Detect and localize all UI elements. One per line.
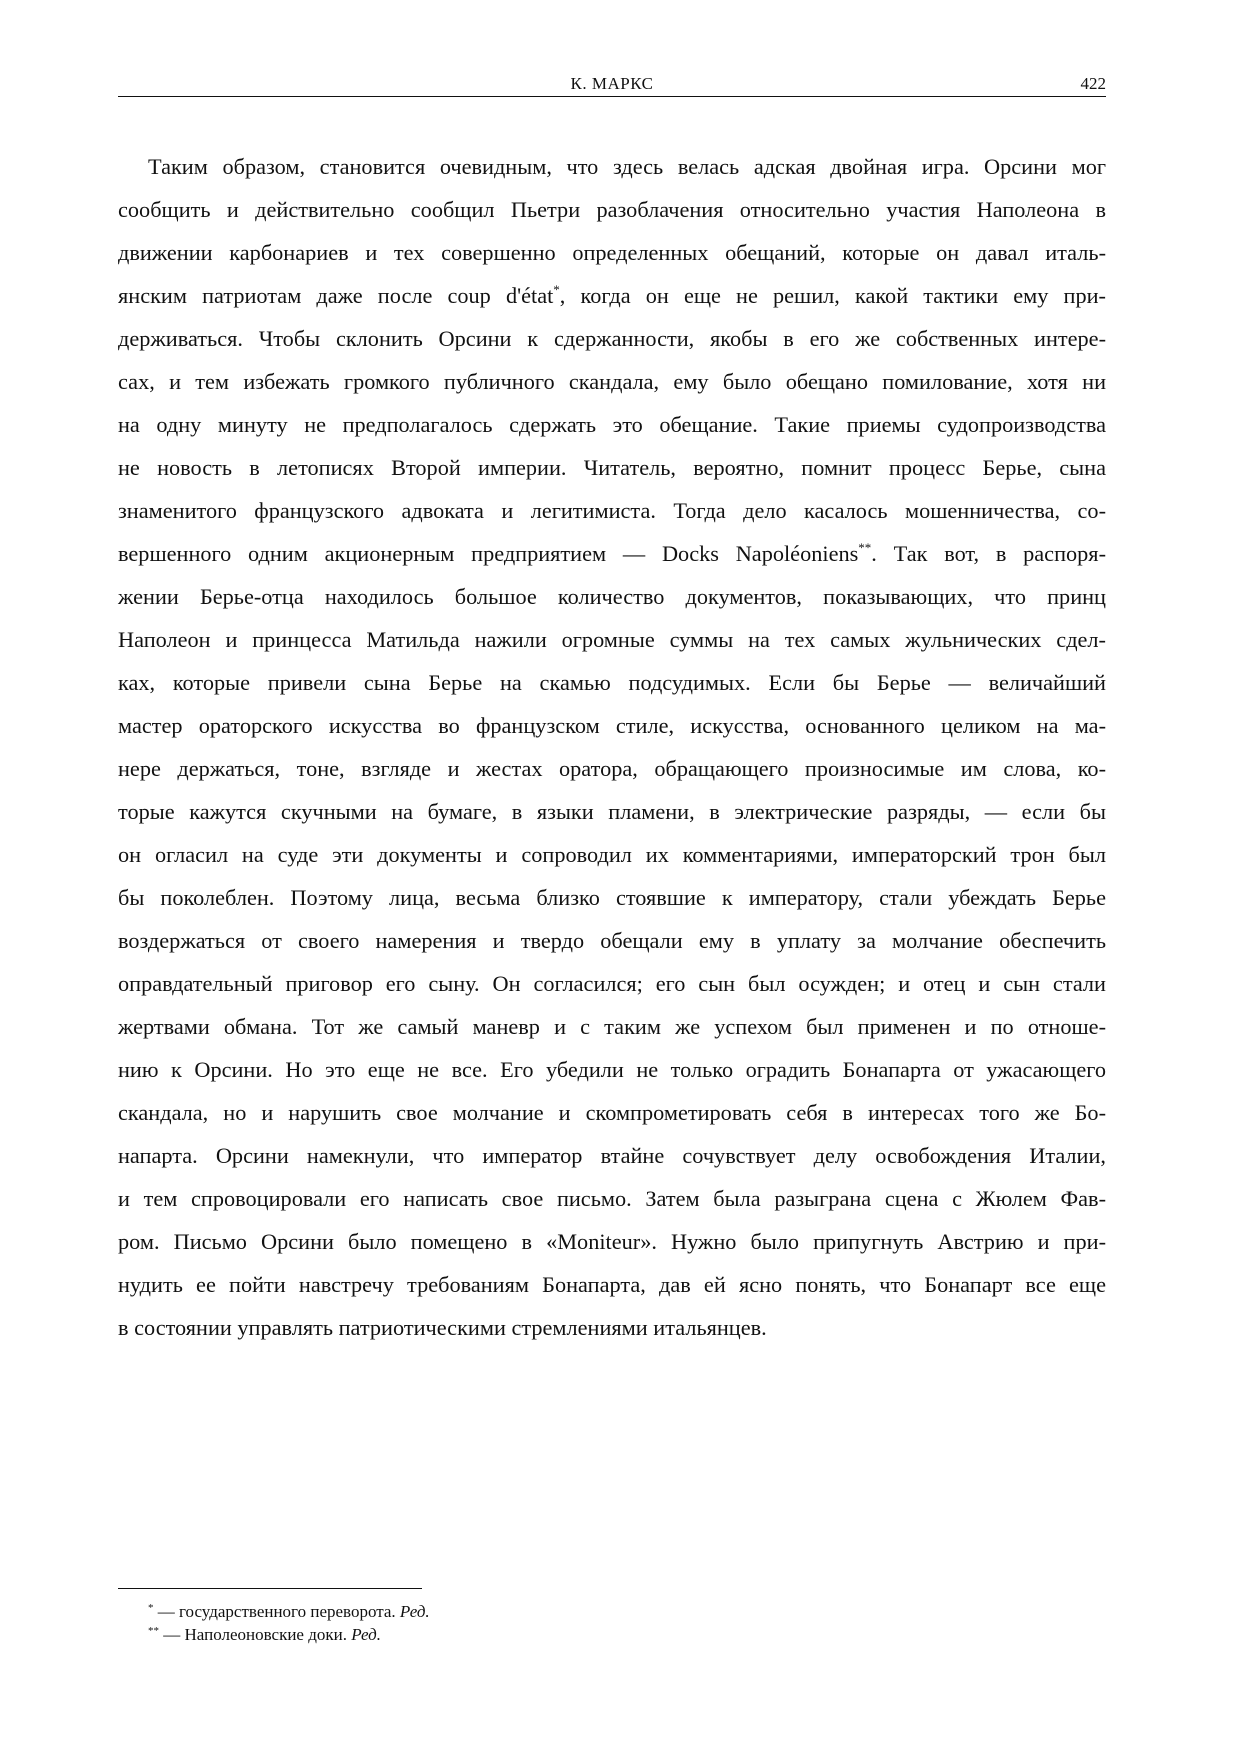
text-line (118, 274, 1106, 317)
text-line: мастер ораторского искусства во французском стиле, искусства, основанного целиком на ма- (118, 713, 1106, 738)
header-author: К. МАРКС (570, 74, 654, 93)
footnote (148, 1623, 430, 1646)
text-fragment: . Так вот, в распоря- (871, 541, 1106, 566)
main-text (118, 145, 1106, 1349)
footnote-marker: * (148, 1602, 154, 1614)
footnote (148, 1600, 430, 1623)
text-line: нию к Орсини. Но это еще не все. Его убедили не только оградить Бонапарта от ужасающего (118, 1057, 1106, 1082)
footnote-marker: ** (148, 1625, 159, 1637)
text-line: сообщить и действительно сообщил Пьетри разоблачения относительно участия Наполеона в (118, 197, 1106, 222)
text-line: ках, которые привели сына Берье на скамью подсудимых. Если бы Берье — величайший (118, 670, 1106, 695)
text-line: Наполеон и принцесса Матильда нажили огромные суммы на тех самых жульнических сдел- (118, 627, 1106, 652)
text-line: не новость в летописях Второй империи. Читатель, вероятно, помнит процесс Берье, сына (118, 455, 1106, 480)
footnote-editor: Ред. (351, 1625, 381, 1644)
text-line: держиваться. Чтобы склонить Орсини к сдержанности, якобы в его же собственных интере- (118, 326, 1106, 351)
text-line: знаменитого французского адвоката и легитимиста. Тогда дело касалось мошенничества, со- (118, 498, 1106, 523)
footnotes (148, 1600, 430, 1646)
running-header (118, 72, 1106, 97)
text-line: в состоянии управлять патриотическими стремлениями итальянцев. (118, 1315, 767, 1340)
text-line: Таким образом, становится очевидным, что здесь велась адская двойная игра. Орсини мог (148, 154, 1106, 179)
footnote-marker: * (553, 282, 560, 297)
footnote-text: — Наполеоновские доки. (159, 1625, 352, 1644)
text-fragment: вершенного одним акционерным предприятием — Docks Napoléoniens (118, 541, 859, 566)
text-line: напарта. Орсини намекнули, что император втайне сочувствует делу освобождения Италии, (118, 1143, 1106, 1168)
text-line: нудить ее пойти навстречу требованиям Бонапарта, дав ей ясно понять, что Бонапарт все еще (118, 1272, 1106, 1297)
text-line: и тем спровоцировали его написать свое письмо. Затем была разыграна сцена с Жюлем Фав- (118, 1186, 1106, 1211)
text-line: жении Берье-отца находилось большое количество документов, показывающих, что принц (118, 584, 1106, 609)
text-fragment: янским патриотам даже после coup d'état (118, 283, 554, 308)
text-line: торые кажутся скучными на бумаге, в языки пламени, в электрические разряды, — если бы (118, 799, 1106, 824)
text-line: он огласил на суде эти документы и сопроводил их комментариями, императорский трон был (118, 842, 1106, 867)
text-line: нере держаться, тоне, взгляде и жестах оратора, обращающего произносимые им слова, ко- (118, 756, 1106, 781)
text-line: бы поколеблен. Поэтому лица, весьма близко стоявшие к императору, стали убеждать Берье (118, 885, 1106, 910)
text-line: воздержаться от своего намерения и твердо обещали ему в уплату за молчание обеспечить (118, 928, 1106, 953)
text-line: ром. Письмо Орсини было помещено в «Moniteur». Нужно было припугнуть Австрию и при- (118, 1229, 1106, 1254)
text-line: скандала, но и нарушить свое молчание и скомпрометировать себя в интересах того же Бо- (118, 1100, 1106, 1125)
footnote-marker: ** (858, 540, 872, 555)
text-line (118, 532, 1106, 575)
footnote-text: — государственного переворота. (153, 1602, 400, 1621)
footnote-editor: Ред. (399, 1602, 430, 1621)
footnote-separator (118, 1588, 422, 1589)
text-line: движении карбонариев и тех совершенно определенных обещаний, которые он давал италь- (118, 240, 1106, 265)
text-line: жертвами обмана. Тот же самый маневр и с таким же успехом был применен и по отноше- (118, 1014, 1106, 1039)
text-fragment: , когда он еще не решил, какой тактики ему при- (559, 283, 1106, 308)
text-line: оправдательный приговор его сыну. Он согласился; его сын был осужден; и отец и сын стали (118, 971, 1106, 996)
text-line: сах, и тем избежать громкого публичного скандала, ему было обещано помилование, хотя ни (118, 369, 1106, 394)
text-line: на одну минуту не предполагалось сдержать это обещание. Такие приемы судопроизводства (118, 412, 1106, 437)
page-number: 422 (1080, 74, 1106, 93)
